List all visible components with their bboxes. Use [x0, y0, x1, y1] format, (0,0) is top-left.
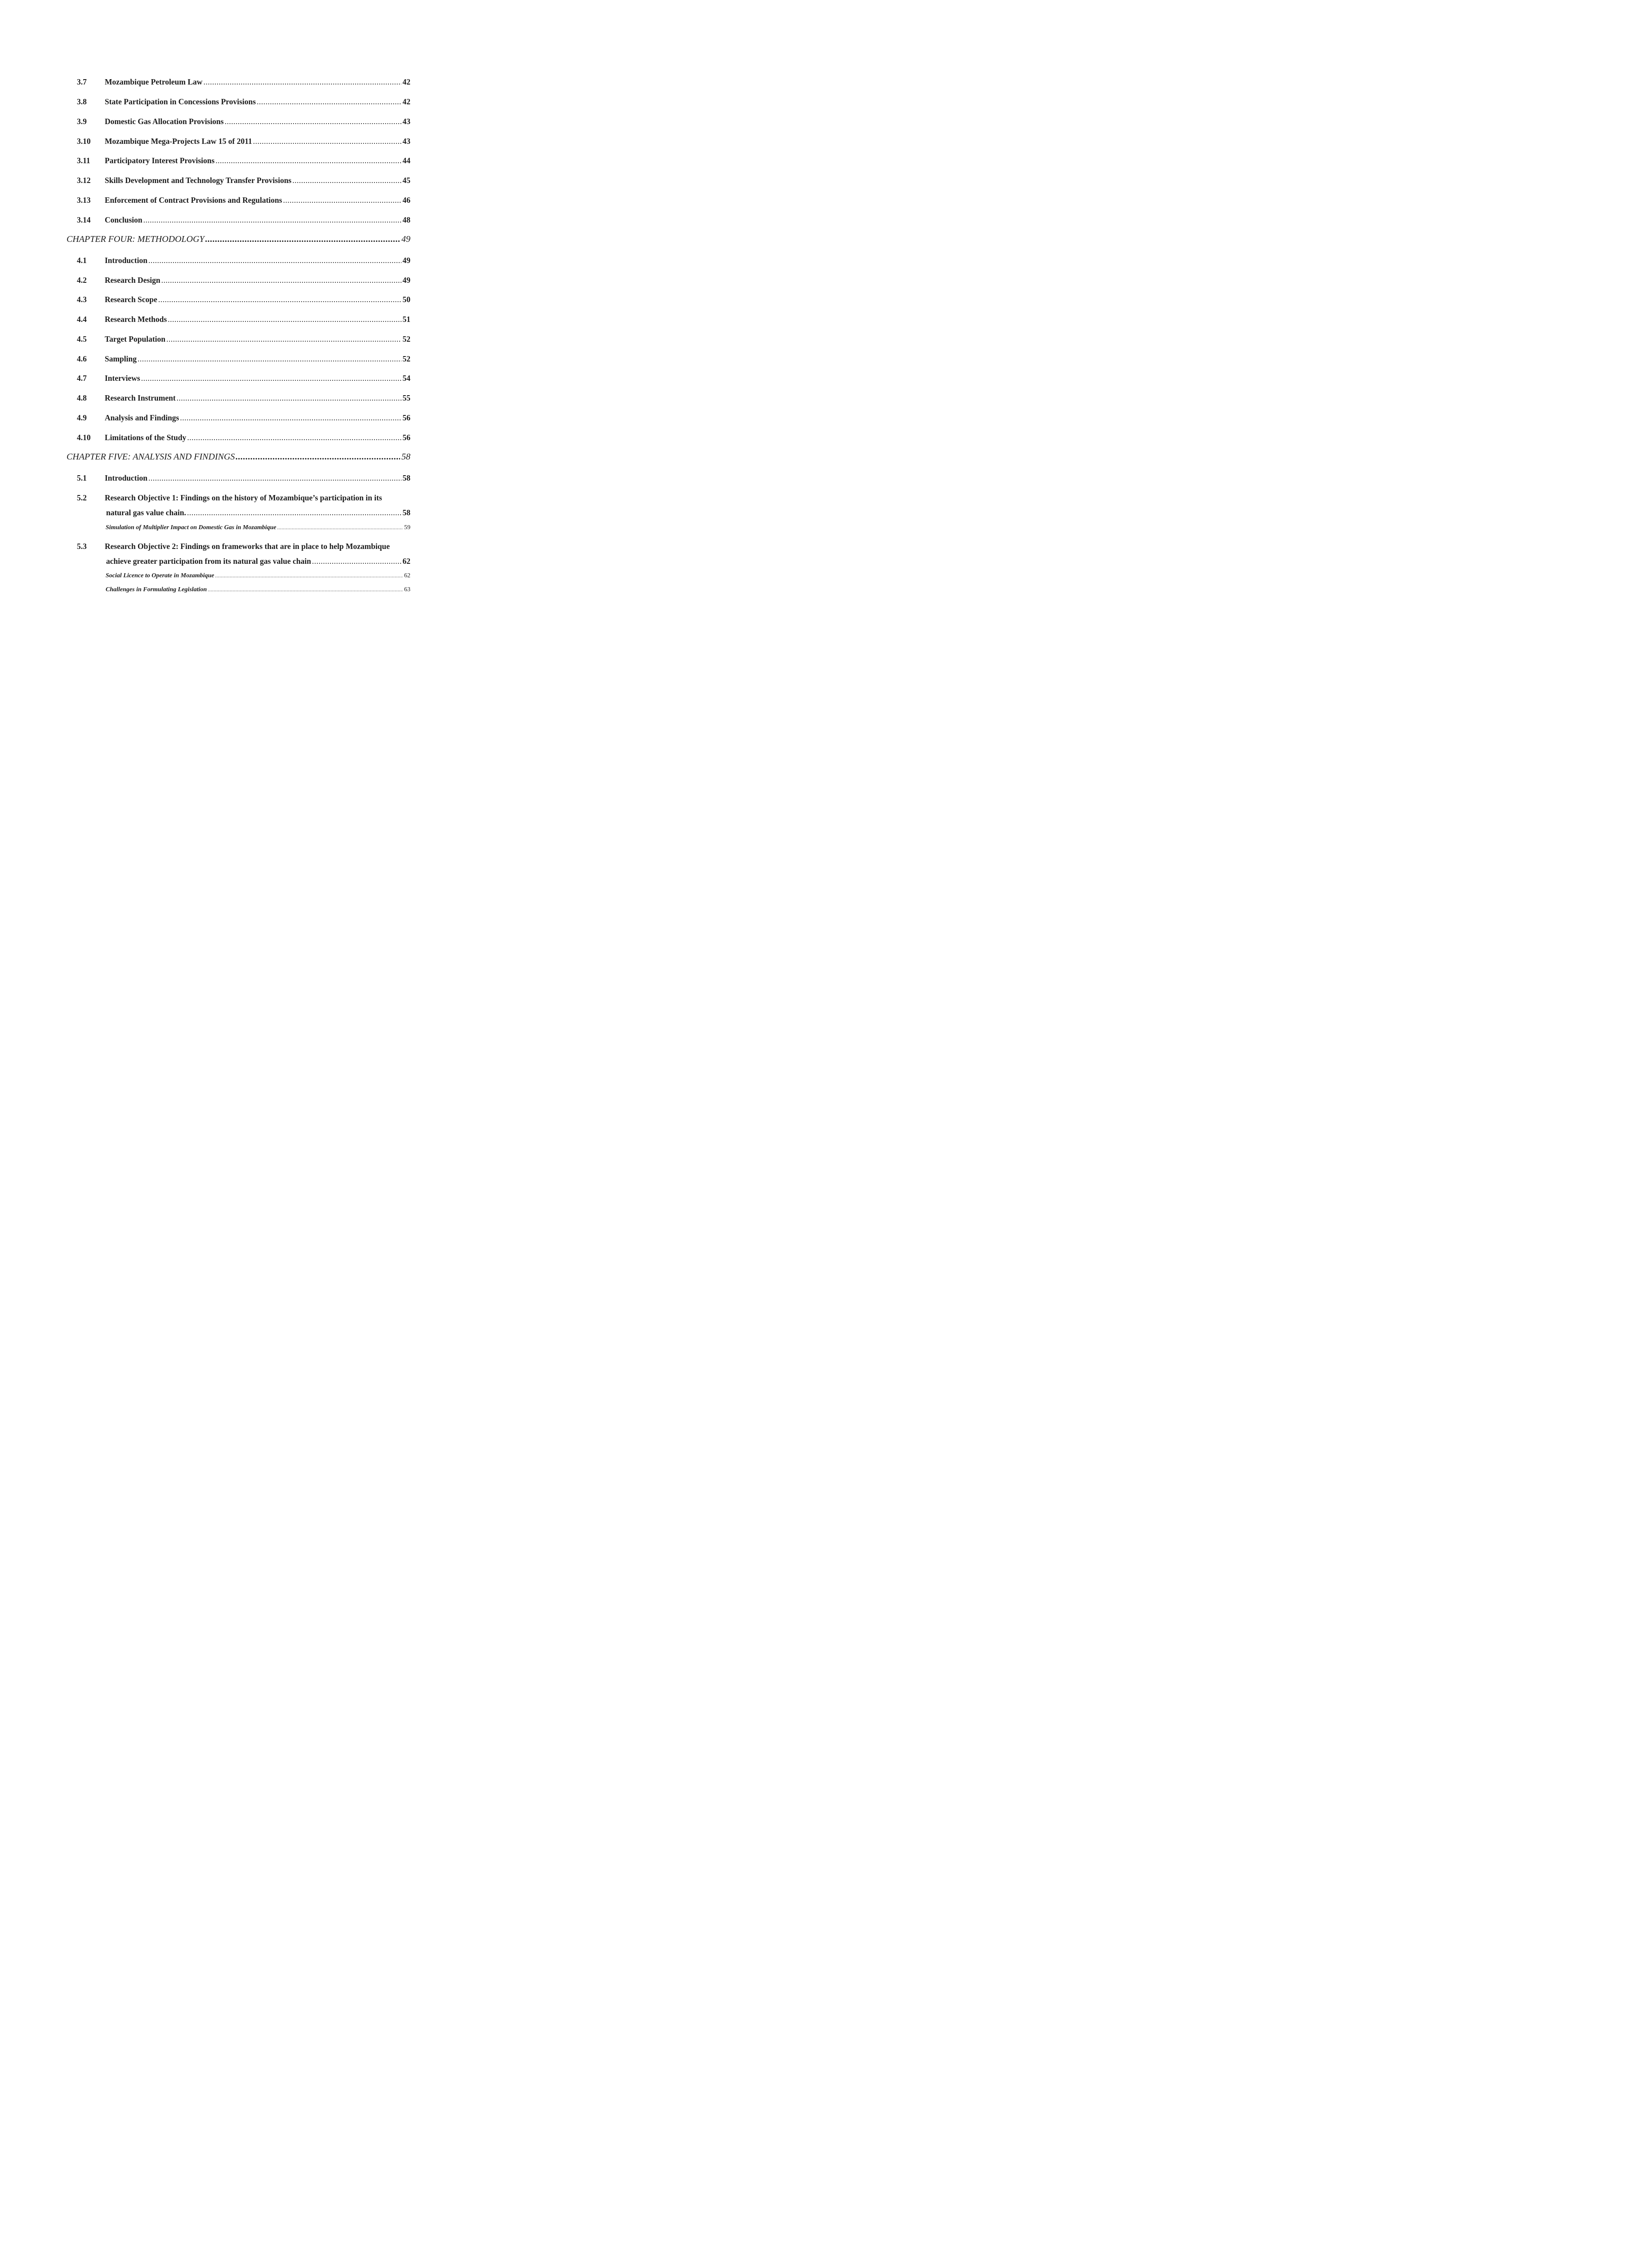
page-number: 58	[402, 508, 410, 517]
section-title: Research Scope	[105, 295, 157, 304]
dot-leader	[177, 393, 401, 403]
page-number: 43	[402, 117, 410, 126]
toc-entry-5-2[interactable]	[0, 493, 472, 521]
toc-subentry-multiplier-simulation[interactable]	[0, 524, 472, 534]
toc-entry-3-12[interactable]	[0, 176, 472, 187]
toc-entry-3-8[interactable]	[0, 97, 472, 109]
section-title: Conclusion	[105, 215, 142, 224]
dot-leader	[215, 573, 403, 579]
page-number: 45	[402, 176, 410, 185]
section-title: Limitations of the Study	[105, 433, 187, 442]
toc-entry-3-10[interactable]	[0, 137, 472, 148]
dot-leader	[187, 433, 401, 442]
dot-leader	[203, 77, 401, 87]
section-title: Research Design	[105, 276, 160, 285]
dot-leader	[187, 508, 401, 517]
page-number: 50	[402, 295, 410, 304]
dot-leader	[205, 234, 400, 245]
toc-entry-3-14[interactable]	[0, 215, 472, 227]
section-number: 3.7	[77, 77, 87, 86]
dot-leader	[138, 354, 401, 364]
section-title: State Participation in Concessions Provisions	[105, 97, 256, 106]
section-number: 3.10	[77, 137, 91, 146]
page-number: 42	[402, 97, 410, 106]
page-number: 56	[402, 433, 410, 442]
section-title: Research Methods	[105, 315, 167, 324]
section-title: Participatory Interest Provisions	[105, 156, 215, 165]
subsection-title: Challenges in Formulating Legislation	[106, 586, 207, 593]
section-number: 3.13	[77, 196, 91, 205]
dot-leader	[143, 215, 401, 225]
dot-leader	[225, 117, 401, 126]
toc-page	[0, 0, 472, 713]
dot-leader	[292, 176, 401, 185]
section-title-line2: achieve greater participation from its natural gas value chain	[106, 557, 311, 566]
section-number: 5.1	[77, 473, 87, 482]
toc-entry-4-3[interactable]	[0, 295, 472, 307]
dot-leader	[257, 97, 401, 107]
section-title-line1: Research Objective 1: Findings on the history of Mozambique’s participation in its	[105, 493, 382, 502]
page-number: 49	[402, 256, 410, 265]
page-number: 58	[401, 452, 410, 462]
section-number: 4.5	[77, 335, 87, 343]
section-title: Skills Development and Technology Transfer Provisions	[105, 176, 292, 185]
toc-subentry-social-licence[interactable]	[0, 572, 472, 582]
dot-leader	[277, 525, 403, 531]
section-number: 4.8	[77, 393, 87, 402]
section-number: 4.7	[77, 374, 87, 383]
page-number: 48	[402, 215, 410, 224]
toc-entry-3-7[interactable]	[0, 77, 472, 89]
dot-leader	[312, 557, 401, 566]
toc-entry-4-5[interactable]	[0, 335, 472, 346]
subsection-title: Social Licence to Operate in Mozambique	[106, 572, 214, 579]
page-number: 56	[402, 413, 410, 422]
chapter-title: CHAPTER FOUR: METHODOLOGY	[67, 234, 205, 244]
dot-leader	[148, 256, 401, 265]
page-number: 49	[401, 234, 410, 244]
section-title: Analysis and Findings	[105, 413, 179, 422]
page-number: 62	[402, 557, 410, 566]
section-title: Introduction	[105, 473, 147, 482]
dot-leader	[236, 452, 400, 462]
toc-entry-5-1[interactable]	[0, 473, 472, 485]
toc-entry-4-1[interactable]	[0, 256, 472, 268]
section-title: Mozambique Petroleum Law	[105, 77, 203, 86]
toc-subentry-legislation-challenges[interactable]	[0, 586, 472, 596]
dot-leader	[215, 156, 401, 165]
section-number: 5.3	[77, 542, 87, 551]
dot-leader	[141, 374, 401, 383]
chapter-title: CHAPTER FIVE: ANALYSIS AND FINDINGS	[67, 452, 235, 462]
section-title: Domestic Gas Allocation Provisions	[105, 117, 224, 126]
section-title: Interviews	[105, 374, 140, 383]
page-number: 58	[402, 473, 410, 482]
section-title-line2: natural gas value chain.	[106, 508, 186, 517]
section-title: Research Instrument	[105, 393, 176, 402]
page-number: 54	[402, 374, 410, 383]
section-title-line1: Research Objective 2: Findings on frameworks that are in place to help Mozambique	[105, 542, 390, 551]
section-title: Enforcement of Contract Provisions and Regulations	[105, 196, 282, 205]
toc-entry-4-4[interactable]	[0, 315, 472, 326]
page-number: 43	[402, 137, 410, 146]
dot-leader	[148, 473, 401, 483]
page-number: 55	[402, 393, 410, 402]
section-title: Introduction	[105, 256, 147, 265]
section-number: 3.12	[77, 176, 91, 185]
toc-entry-4-10[interactable]	[0, 433, 472, 445]
section-number: 4.6	[77, 354, 87, 363]
dot-leader	[168, 315, 401, 324]
section-number: 4.2	[77, 276, 87, 285]
toc-entry-3-13[interactable]	[0, 196, 472, 207]
dot-leader	[253, 137, 401, 146]
toc-entry-4-6[interactable]	[0, 354, 472, 366]
section-number: 4.3	[77, 295, 87, 304]
page-number: 49	[402, 276, 410, 285]
dot-leader	[208, 587, 403, 593]
section-number: 4.4	[77, 315, 87, 324]
dot-leader	[158, 295, 401, 304]
section-number: 3.8	[77, 97, 87, 106]
toc-entry-3-9[interactable]	[0, 117, 472, 129]
section-number: 4.10	[77, 433, 91, 442]
section-number: 4.1	[77, 256, 87, 265]
page-number: 42	[402, 77, 410, 86]
section-number: 5.2	[77, 493, 87, 502]
page-number: 51	[402, 315, 410, 324]
page-number: 63	[404, 586, 410, 593]
page-number: 44	[402, 156, 410, 165]
section-title: Sampling	[105, 354, 137, 363]
subsection-title: Simulation of Multiplier Impact on Domestic Gas in Mozambique	[106, 524, 276, 531]
section-number: 4.9	[77, 413, 87, 422]
toc-chapter-five[interactable]	[0, 452, 472, 465]
toc-entry-4-9[interactable]	[0, 413, 472, 425]
section-title: Target Population	[105, 335, 165, 343]
toc-entry-4-2[interactable]	[0, 276, 472, 287]
page-number: 62	[404, 572, 410, 579]
dot-leader	[161, 276, 401, 285]
toc-entry-3-11[interactable]	[0, 156, 472, 168]
dot-leader	[166, 335, 401, 344]
toc-entry-4-8[interactable]	[0, 393, 472, 405]
section-number: 3.11	[77, 156, 90, 165]
toc-entry-5-3[interactable]	[0, 542, 472, 570]
page-number: 59	[404, 524, 410, 531]
dot-leader	[283, 196, 401, 205]
toc-entry-4-7[interactable]	[0, 374, 472, 385]
dot-leader	[180, 413, 401, 423]
toc-chapter-four[interactable]	[0, 234, 472, 248]
page-number: 52	[402, 354, 410, 363]
section-title: Mozambique Mega-Projects Law 15 of 2011	[105, 137, 252, 146]
section-number: 3.14	[77, 215, 91, 224]
page-number: 52	[402, 335, 410, 343]
section-number: 3.9	[77, 117, 87, 126]
page-number: 46	[402, 196, 410, 205]
